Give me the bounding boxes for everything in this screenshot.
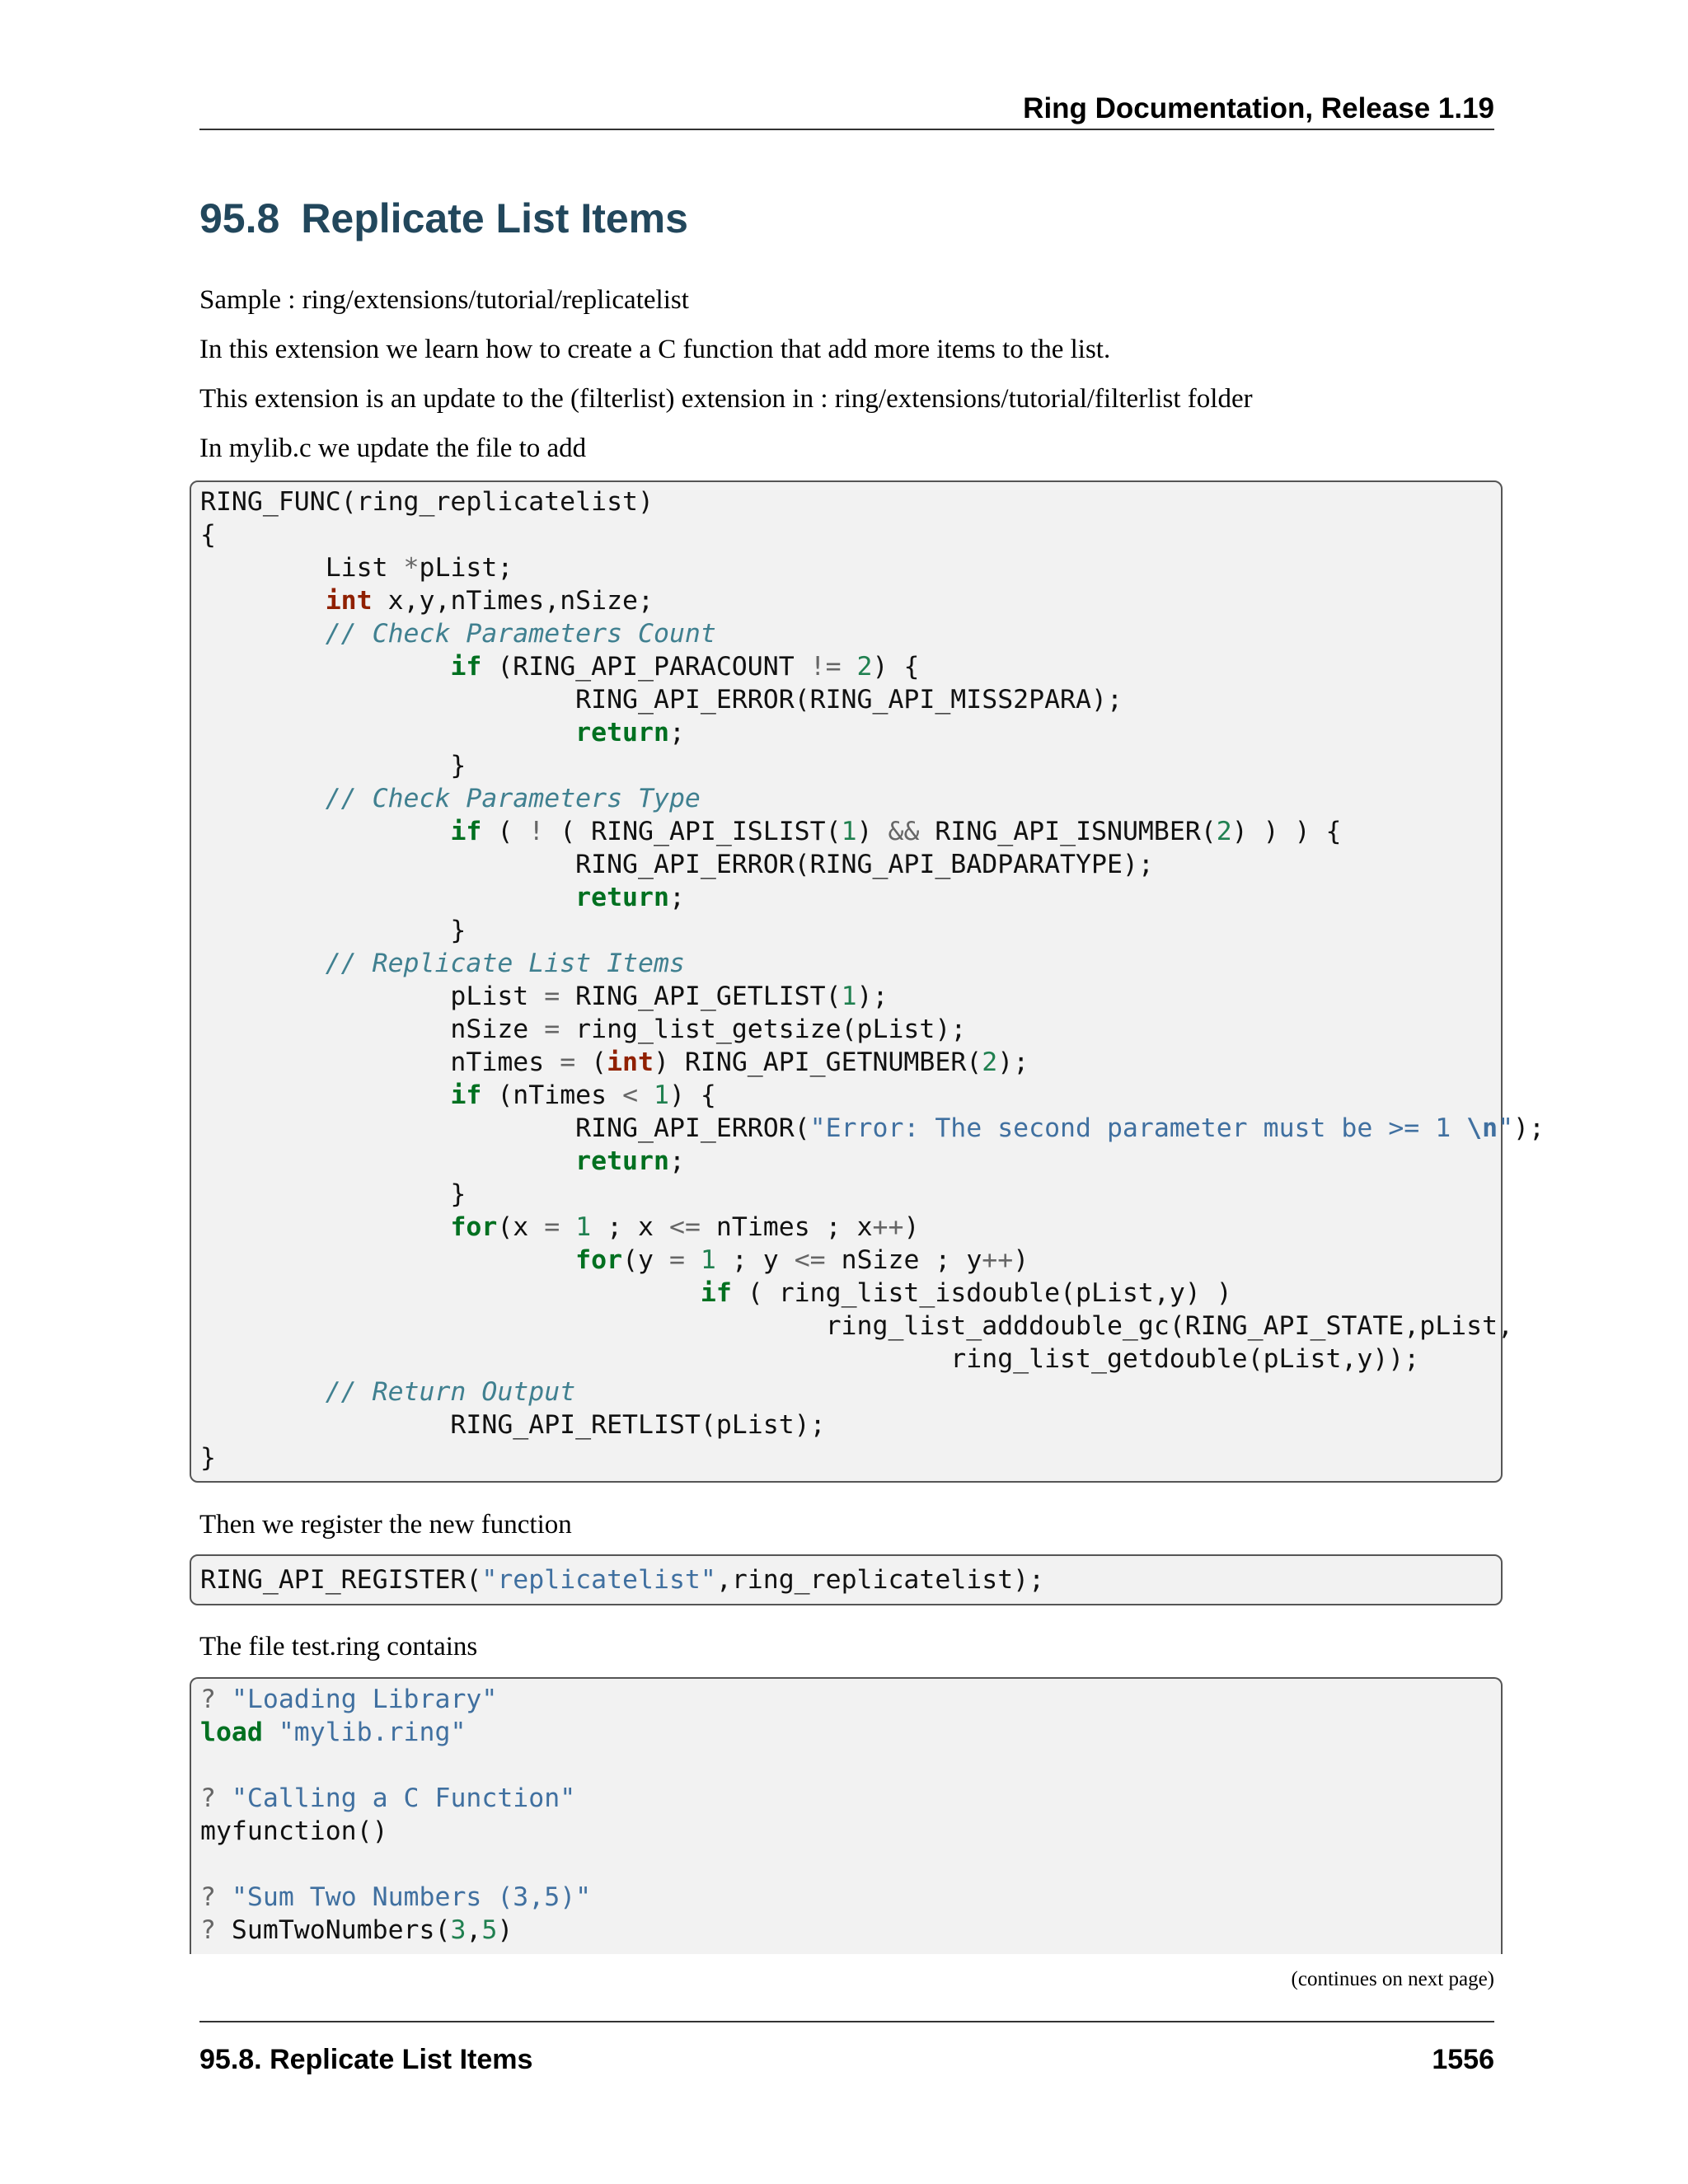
code-token: RING_API_ERROR(RING_API_BADPARATYPE); <box>200 850 1154 879</box>
code-token: 2 <box>1216 817 1232 846</box>
code-token: (y <box>622 1245 669 1275</box>
code-token: ( RING_API_ISLIST( <box>544 817 842 846</box>
code-token: return <box>575 883 669 912</box>
code-token: , <box>466 1915 482 1945</box>
code-token <box>216 1783 232 1813</box>
code-token: ); <box>997 1047 1029 1077</box>
code-token: ; <box>668 1146 685 1176</box>
code-block-c-function <box>190 480 1545 1483</box>
code-token: } <box>200 916 467 945</box>
header-title: Ring Documentation, Release 1.19 <box>1023 92 1494 124</box>
footer-rule <box>199 2021 1494 2022</box>
code-token: return <box>575 718 669 748</box>
code-token: load <box>200 1718 263 1747</box>
code-token: } <box>200 751 467 780</box>
code-token: SumTwoNumbers( <box>215 1915 451 1945</box>
code-token: ,ring_replicatelist); <box>715 1565 1045 1595</box>
code-token: ( <box>575 1047 607 1077</box>
code-token: ring_list_getdouble(pList,y)); <box>200 1344 1420 1374</box>
code-token <box>200 1377 326 1407</box>
code-token: 1 <box>575 1212 592 1242</box>
code-token <box>685 1245 701 1275</box>
code-line <box>200 980 1501 1013</box>
code-token: } <box>200 1443 216 1473</box>
code-line <box>200 1441 1501 1474</box>
code-line <box>200 716 1501 749</box>
code-token: 1 <box>700 1245 716 1275</box>
code-line <box>200 1244 1501 1277</box>
code-line <box>200 782 1501 815</box>
section-number: 95.8 <box>199 195 280 241</box>
code-token: RING_API_ERROR(RING_API_MISS2PARA); <box>200 685 1123 715</box>
code-listing <box>191 1556 1501 1596</box>
code-line <box>200 1848 1501 1881</box>
code-token: for <box>450 1212 498 1242</box>
code-token: x,y,nTimes,nSize; <box>372 586 654 616</box>
code-line <box>200 1046 1501 1079</box>
code-line <box>200 1716 1501 1749</box>
code-line <box>200 1881 1501 1914</box>
code-token: // Replicate List Items <box>325 949 685 978</box>
code-token: for <box>575 1245 623 1275</box>
code-token: ); <box>1513 1113 1545 1143</box>
code-token: ) <box>497 1915 513 1945</box>
code-token: "replicatelist" <box>481 1565 716 1595</box>
code-token: nSize <box>200 1015 545 1044</box>
code-token: ? <box>200 1882 216 1912</box>
code-token: <= <box>668 1212 701 1242</box>
code-token: pList <box>200 982 545 1011</box>
code-token: ; x <box>591 1212 669 1242</box>
code-token: ? <box>200 1915 216 1945</box>
code-token <box>200 652 450 682</box>
code-token <box>200 1278 701 1308</box>
code-token <box>200 1080 450 1110</box>
code-token: ) { <box>668 1080 716 1110</box>
code-token: int <box>325 586 373 616</box>
code-token: ; <box>668 883 685 912</box>
code-line <box>200 584 1501 617</box>
code-line <box>200 518 1501 551</box>
code-token: ring_list_getsize(pList); <box>560 1015 967 1044</box>
code-line <box>200 683 1501 716</box>
code-token <box>200 619 326 649</box>
code-token: 2 <box>982 1047 998 1077</box>
code-token: // Check Parameters Type <box>325 784 701 813</box>
code-token: nTimes <box>200 1047 560 1077</box>
code-token: // Return Output <box>325 1377 576 1407</box>
header-rule <box>199 129 1494 130</box>
section-title: Replicate List Items <box>301 195 688 241</box>
paragraph-register: Then we register the new function <box>199 1510 572 1540</box>
code-token: myfunction() <box>200 1816 388 1846</box>
code-token: // Check Parameters Count <box>325 619 716 649</box>
section-heading <box>199 194 688 242</box>
code-token <box>263 1718 279 1747</box>
code-token: * <box>403 553 420 583</box>
code-line <box>200 1178 1501 1211</box>
code-token: RING_API_ISNUMBER( <box>919 817 1217 846</box>
code-token: = <box>544 982 560 1011</box>
code-token: ) <box>856 817 889 846</box>
code-token <box>200 1146 575 1176</box>
code-token: = <box>544 1212 560 1242</box>
code-line <box>200 1343 1501 1376</box>
code-token: 1 <box>841 817 857 846</box>
code-token: ( <box>481 817 529 846</box>
code-token: return <box>575 1146 669 1176</box>
code-line <box>200 1376 1501 1408</box>
code-line <box>200 815 1501 848</box>
paragraph-mylib: In mylib.c we update the file to add <box>199 434 587 463</box>
code-line <box>200 650 1501 683</box>
code-token: ; <box>668 718 685 748</box>
code-line <box>200 1112 1545 1145</box>
code-token: 3 <box>450 1915 467 1945</box>
footer-section: 95.8. Replicate List Items <box>199 2044 533 2075</box>
code-token: ring_list_adddouble_gc(RING_API_STATE,pList, <box>200 1311 1514 1341</box>
code-token <box>638 1080 654 1110</box>
code-token <box>200 949 326 978</box>
code-token: != <box>809 652 842 682</box>
code-token: = <box>544 1015 560 1044</box>
code-line <box>200 551 1501 584</box>
code-token: ) <box>903 1212 920 1242</box>
code-token <box>842 652 857 682</box>
code-token <box>200 1245 575 1275</box>
code-line <box>200 1211 1501 1244</box>
code-token: (x <box>497 1212 545 1242</box>
code-token: RING_FUNC(ring_replicatelist) <box>200 487 654 517</box>
code-token: ); <box>856 982 889 1011</box>
code-line <box>200 881 1501 914</box>
code-token: " <box>1498 1113 1514 1143</box>
code-token: "Loading Library" <box>231 1685 498 1714</box>
code-token: nTimes ; x <box>700 1212 873 1242</box>
code-token <box>200 1212 450 1242</box>
code-token <box>216 1882 232 1912</box>
page-number: 1556 <box>1432 2044 1494 2075</box>
code-line <box>200 848 1501 881</box>
code-line <box>200 1563 1501 1596</box>
code-token: "Error: The second parameter must be >= 1 <box>809 1113 1467 1143</box>
code-token: RING_API_ERROR( <box>200 1113 810 1143</box>
code-token: 1 <box>654 1080 669 1110</box>
code-token: 2 <box>856 652 873 682</box>
code-line <box>200 1782 1501 1815</box>
code-line <box>200 1310 1514 1343</box>
code-token <box>200 784 326 813</box>
paragraph-test-file: The file test.ring contains <box>199 1632 478 1661</box>
code-token: RING_API_RETLIST(pList); <box>200 1410 826 1440</box>
code-line <box>200 1408 1501 1441</box>
code-token: ++ <box>982 1245 1014 1275</box>
code-token: <= <box>794 1245 826 1275</box>
code-line <box>200 1914 1501 1947</box>
code-token: if <box>700 1278 732 1308</box>
code-token: ( ring_list_isdouble(pList,y) ) <box>731 1278 1232 1308</box>
code-token: (nTimes <box>481 1080 623 1110</box>
code-line <box>200 1815 1501 1848</box>
code-token: \n <box>1466 1113 1498 1143</box>
code-token: ) { <box>872 652 920 682</box>
code-token: && <box>888 817 920 846</box>
code-line <box>200 1749 1501 1782</box>
paragraph-update: This extension is an update to the (filterlist) extension in : ring/extensions/tutorial/filterlist folder <box>199 384 1253 414</box>
code-line <box>200 1145 1501 1178</box>
code-token: ! <box>528 817 545 846</box>
code-token: ) RING_API_GETNUMBER( <box>654 1047 982 1077</box>
code-block-test-ring <box>190 1677 1503 1954</box>
code-token: < <box>622 1080 639 1110</box>
code-token: "mylib.ring" <box>278 1718 467 1747</box>
code-line <box>200 947 1501 980</box>
code-token: ++ <box>872 1212 904 1242</box>
code-token: if <box>450 652 482 682</box>
code-token: 1 <box>841 982 857 1011</box>
code-token: if <box>450 817 482 846</box>
code-line <box>200 485 1501 518</box>
code-token <box>200 718 575 748</box>
code-line <box>200 1013 1501 1046</box>
code-token: 5 <box>481 1915 498 1945</box>
code-line <box>200 1277 1501 1310</box>
code-token: int <box>607 1047 654 1077</box>
code-token: ) ) ) { <box>1231 817 1342 846</box>
code-token: pList; <box>419 553 513 583</box>
code-token: = <box>668 1245 685 1275</box>
paragraph-sample: Sample : ring/extensions/tutorial/replicatelist <box>199 285 689 315</box>
code-token: ? <box>200 1685 216 1714</box>
code-token <box>560 1212 575 1242</box>
code-token: } <box>200 1179 467 1209</box>
code-token <box>200 883 575 912</box>
paragraph-intro: In this extension we learn how to create a C function that add more items to the list. <box>199 335 1111 364</box>
code-token <box>200 586 326 616</box>
code-token: "Sum Two Numbers (3,5)" <box>231 1882 592 1912</box>
code-token: "Calling a C Function" <box>231 1783 576 1813</box>
code-line <box>200 749 1501 782</box>
code-token: ) <box>1013 1245 1029 1275</box>
code-token <box>216 1685 232 1714</box>
code-line <box>200 617 1501 650</box>
code-token: RING_API_REGISTER( <box>200 1565 482 1595</box>
code-token: if <box>450 1080 482 1110</box>
code-token: ? <box>200 1783 216 1813</box>
code-token: nSize ; y <box>825 1245 982 1275</box>
code-listing <box>191 482 1545 1474</box>
code-listing <box>191 1679 1501 1947</box>
code-token <box>200 817 450 846</box>
code-token: = <box>560 1047 576 1077</box>
code-line <box>200 1683 1501 1716</box>
code-token: ; y <box>715 1245 795 1275</box>
continuation-note: (continues on next page) <box>1291 1968 1494 1990</box>
code-token: (RING_API_PARACOUNT <box>481 652 810 682</box>
code-block-register <box>190 1554 1503 1605</box>
code-token: { <box>200 520 216 550</box>
code-line <box>200 914 1501 947</box>
code-token: RING_API_GETLIST( <box>560 982 842 1011</box>
code-token: List <box>200 553 404 583</box>
code-line <box>200 1079 1501 1112</box>
